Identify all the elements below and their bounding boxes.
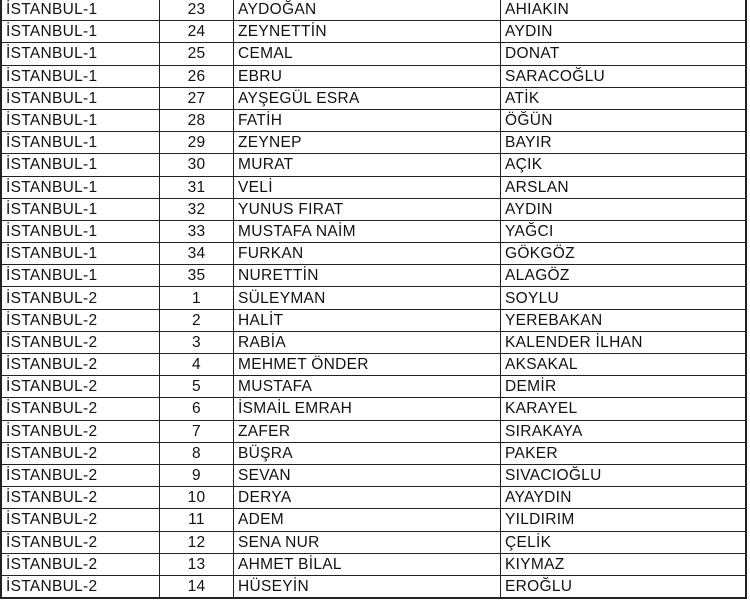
cell-first-name: ADEM — [234, 509, 501, 531]
cell-first-name: EBRU — [234, 65, 501, 87]
cell-province: İSTANBUL-2 — [1, 487, 160, 509]
table-row — [1, 575, 746, 598]
cell-province: İSTANBUL-2 — [1, 442, 160, 464]
cell-first-name: ZEYNEP — [234, 132, 501, 154]
cell-last-name: AYDIN — [501, 198, 747, 220]
table-row — [1, 442, 746, 464]
cell-province: İSTANBUL-2 — [1, 376, 160, 398]
table-row — [1, 487, 746, 509]
table-row — [1, 531, 746, 553]
cell-province: İSTANBUL-1 — [1, 65, 160, 87]
cell-province: İSTANBUL-2 — [1, 509, 160, 531]
cell-rank: 30 — [160, 154, 234, 176]
table-row — [1, 0, 746, 21]
cell-first-name: SÜLEYMAN — [234, 287, 501, 309]
cell-province: İSTANBUL-1 — [1, 243, 160, 265]
cell-first-name: SEVAN — [234, 464, 501, 486]
cell-province: İSTANBUL-1 — [1, 87, 160, 109]
cell-province: İSTANBUL-2 — [1, 309, 160, 331]
cell-last-name: KARAYEL — [501, 398, 747, 420]
table-row — [1, 65, 746, 87]
cell-province: İSTANBUL-1 — [1, 109, 160, 131]
table-row — [1, 398, 746, 420]
cell-last-name: YAĞCI — [501, 220, 747, 242]
cell-last-name: BAYIR — [501, 132, 747, 154]
cell-first-name: FURKAN — [234, 243, 501, 265]
cell-first-name: SENA NUR — [234, 531, 501, 553]
cell-last-name: ÇELİK — [501, 531, 747, 553]
table-row — [1, 464, 746, 486]
cell-last-name: ARSLAN — [501, 176, 747, 198]
cell-first-name: DERYA — [234, 487, 501, 509]
table-row — [1, 509, 746, 531]
cell-last-name: GÖKGÖZ — [501, 243, 747, 265]
cell-last-name: PAKER — [501, 442, 747, 464]
cell-first-name: FATİH — [234, 109, 501, 131]
cell-province: İSTANBUL-2 — [1, 398, 160, 420]
cell-first-name: CEMAL — [234, 43, 501, 65]
cell-province: İSTANBUL-2 — [1, 575, 160, 598]
cell-rank: 34 — [160, 243, 234, 265]
table-row — [1, 376, 746, 398]
cell-province: İSTANBUL-1 — [1, 154, 160, 176]
cell-province: İSTANBUL-2 — [1, 287, 160, 309]
cell-last-name: ALAGÖZ — [501, 265, 747, 287]
cell-rank: 28 — [160, 109, 234, 131]
cell-province: İSTANBUL-1 — [1, 0, 160, 21]
cell-last-name: SARACOĞLU — [501, 65, 747, 87]
table-row — [1, 198, 746, 220]
cell-last-name: KALENDER İLHAN — [501, 331, 747, 353]
table-row — [1, 43, 746, 65]
cell-rank: 3 — [160, 331, 234, 353]
cell-last-name: YEREBAKAN — [501, 309, 747, 331]
cell-province: İSTANBUL-1 — [1, 43, 160, 65]
cell-province: İSTANBUL-2 — [1, 331, 160, 353]
cell-rank: 4 — [160, 354, 234, 376]
cell-rank: 9 — [160, 464, 234, 486]
cell-rank: 29 — [160, 132, 234, 154]
cell-first-name: ZEYNETTİN — [234, 21, 501, 43]
cell-first-name: MURAT — [234, 154, 501, 176]
cell-last-name: AYAYDIN — [501, 487, 747, 509]
cell-last-name: YILDIRIM — [501, 509, 747, 531]
cell-first-name: AHMET BİLAL — [234, 553, 501, 575]
table-row — [1, 220, 746, 242]
cell-rank: 27 — [160, 87, 234, 109]
table-row — [1, 21, 746, 43]
cell-last-name: KIYMAZ — [501, 553, 747, 575]
cell-first-name: HALİT — [234, 309, 501, 331]
cell-rank: 10 — [160, 487, 234, 509]
table-row — [1, 354, 746, 376]
cell-rank: 23 — [160, 0, 234, 21]
cell-last-name: ATİK — [501, 87, 747, 109]
cell-rank: 24 — [160, 21, 234, 43]
table-row — [1, 243, 746, 265]
table-row — [1, 420, 746, 442]
cell-rank: 31 — [160, 176, 234, 198]
table-row — [1, 132, 746, 154]
cell-first-name: İSMAİL EMRAH — [234, 398, 501, 420]
cell-last-name: SIRAKAYA — [501, 420, 747, 442]
cell-last-name: SOYLU — [501, 287, 747, 309]
cell-province: İSTANBUL-2 — [1, 531, 160, 553]
table-row — [1, 109, 746, 131]
cell-last-name: ÖĞÜN — [501, 109, 747, 131]
cell-last-name: AHIAKIN — [501, 0, 747, 21]
cell-first-name: YUNUS FIRAT — [234, 198, 501, 220]
cell-rank: 26 — [160, 65, 234, 87]
cell-rank: 12 — [160, 531, 234, 553]
cell-first-name: VELİ — [234, 176, 501, 198]
cell-first-name: NURETTİN — [234, 265, 501, 287]
cell-province: İSTANBUL-1 — [1, 220, 160, 242]
cell-rank: 6 — [160, 398, 234, 420]
cell-first-name: ZAFER — [234, 420, 501, 442]
cell-rank: 5 — [160, 376, 234, 398]
cell-province: İSTANBUL-1 — [1, 132, 160, 154]
cell-province: İSTANBUL-2 — [1, 420, 160, 442]
table-row — [1, 309, 746, 331]
cell-rank: 11 — [160, 509, 234, 531]
cell-rank: 2 — [160, 309, 234, 331]
cell-rank: 35 — [160, 265, 234, 287]
cell-first-name: MEHMET ÖNDER — [234, 354, 501, 376]
cell-rank: 33 — [160, 220, 234, 242]
cell-rank: 32 — [160, 198, 234, 220]
cell-province: İSTANBUL-2 — [1, 553, 160, 575]
cell-rank: 14 — [160, 575, 234, 598]
cell-first-name: MUSTAFA — [234, 376, 501, 398]
cell-first-name: AYDOĞAN — [234, 0, 501, 21]
cell-last-name: SIVACIOĞLU — [501, 464, 747, 486]
table-row — [1, 87, 746, 109]
cell-rank: 8 — [160, 442, 234, 464]
cell-province: İSTANBUL-2 — [1, 464, 160, 486]
cell-last-name: AKSAKAL — [501, 354, 747, 376]
cell-rank: 1 — [160, 287, 234, 309]
cell-province: İSTANBUL-2 — [1, 354, 160, 376]
cell-province: İSTANBUL-1 — [1, 176, 160, 198]
cell-rank: 25 — [160, 43, 234, 65]
table-row — [1, 265, 746, 287]
cell-first-name: BÜŞRA — [234, 442, 501, 464]
table-row — [1, 331, 746, 353]
cell-first-name: RABİA — [234, 331, 501, 353]
cell-last-name: EROĞLU — [501, 575, 747, 598]
table-row — [1, 154, 746, 176]
candidate-list-body — [1, 0, 746, 598]
cell-first-name: HÜSEYİN — [234, 575, 501, 598]
cell-first-name: MUSTAFA NAİM — [234, 220, 501, 242]
cell-rank: 13 — [160, 553, 234, 575]
cell-first-name: AYŞEGÜL ESRA — [234, 87, 501, 109]
cell-last-name: DEMİR — [501, 376, 747, 398]
cell-province: İSTANBUL-1 — [1, 265, 160, 287]
table-row — [1, 176, 746, 198]
table-row — [1, 287, 746, 309]
cell-last-name: AYDIN — [501, 21, 747, 43]
cell-province: İSTANBUL-1 — [1, 21, 160, 43]
cell-last-name: AÇIK — [501, 154, 747, 176]
cell-last-name: DONAT — [501, 43, 747, 65]
table-row — [1, 553, 746, 575]
cell-rank: 7 — [160, 420, 234, 442]
cell-province: İSTANBUL-1 — [1, 198, 160, 220]
